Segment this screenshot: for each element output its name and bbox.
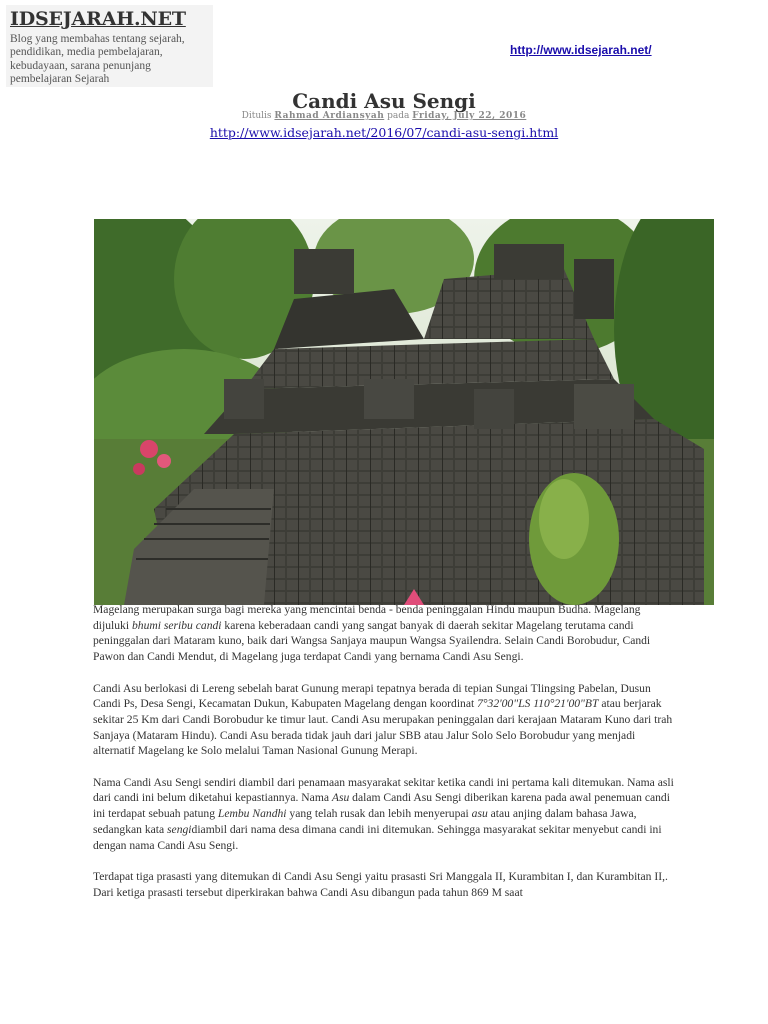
post-url-link[interactable]: http://www.idsejarah.net/2016/07/candi-asu-sengi.html [209,125,559,140]
blog-description: Blog yang membahas tentang sejarah, pendidikan, media pembelajaran, kebudayaan, sarana penunjang pembelajaran Sejarah [10,33,185,86]
author-link[interactable]: Rahmad Ardiansyah [274,111,385,121]
top-url-link[interactable]: http://www.idsejarah.net/ [510,43,652,57]
post-url [0,125,768,140]
p3-text-d: atau anjing dalam bahasa Jawa, sedangkan kata [93,807,637,836]
p3-emphasis-3: asu [471,807,488,821]
byline-mid: pada [384,111,413,121]
blog-title-link[interactable]: IDSEJARAH.NET [10,8,186,30]
post-byline [0,111,768,121]
paragraph-4: Terdapat tiga prasasti yang ditemukan di Candi Asu Sengi yaitu prasasti Sri Manggala II, Kurambitan I, dan Kurambitan II,. Dari ketiga prasasti tersebut diperkirakan bahwa Candi Asu dibangun pada tahun 869 M saat [93,869,668,899]
post-title: Candi Asu Sengi [292,89,476,113]
p3-text-e: diambil dari nama desa dimana candi ini ditemukan. Sehingga masyarakat sekitar menyebut candi ini dengan nama Candi Asu Sengi. [93,822,662,852]
date-link[interactable]: Friday, July 22, 2016 [412,111,527,121]
p2-text-a: Candi Asu berlokasi di Lereng sebelah barat Gunung merapi tepatnya berada di tepian Sungai Tlingsing Pabelan, Dusun Candi Ps, Desa Sengi, Kecamatan Dukun, Kabupaten Magelang dengan koordinat [93,681,651,711]
paragraph-3 [93,775,678,854]
paragraph-1 [93,602,678,665]
p3-emphasis-2: Lembu Nandhi [217,807,287,821]
temple-photo [94,219,714,605]
p3-emphasis-4: sengi [167,822,192,836]
p1-text-b: karena keberadaan candi yang sangat banyak di daerah sekitar Magelang terutama candi peninggalan dari Mataram kuno, baik dari Wangsa Sanjaya maupun Wangsa Syailendra. Selain Candi Borobudur, Candi Pawon dan Candi Mendut, di Magelang juga terdapat Candi yang bernama Candi Asu Sengi. [93,618,651,664]
p2-text-b: atau berjarak sekitar 25 Km dari Candi Borobudur ke timur laut. Candi Asu merupakan peninggalan dari kerajaan Mataram Kuno dari trah Sanjaya (Mataram Hindu). Candi Asu berada tidak jauh dari jalur SBB atau Jalur Solo Selo Borobudur yang menjadi alternatif Magelang ke Solo melalui Taman Nasional Gunung Merapi. [93,697,673,758]
paragraph-2 [93,681,678,760]
p3-text-a: Nama Candi Asu Sengi sendiri diambil dari penamaan masyarakat sekitar ketika candi ini pertama kali ditemukan. Nama asli dari candi ini belum diketahui kepastiannya. Nama [93,775,674,805]
p3-emphasis-1: Asu [331,791,350,805]
p2-coordinates: 7°32'00"LS 110°21'00"BT [477,697,599,711]
p3-text-b: dalam Candi Asu Sengi diberikan karena pada awal penemuan candi ini terdapat sebuah patung [93,791,670,821]
blog-header [6,5,213,87]
byline-prefix: Ditulis [241,111,275,121]
article-body [93,602,678,916]
p1-emphasis: bhumi seribu candi [131,618,222,632]
p1-text-a: Magelang merupakan surga bagi mereka yang mencintai benda - benda peninggalan Hindu maupun Budha. Magelang dijuluki [93,603,641,632]
p3-text-c: yang telah rusak dan lebih menyerupai [286,807,472,821]
